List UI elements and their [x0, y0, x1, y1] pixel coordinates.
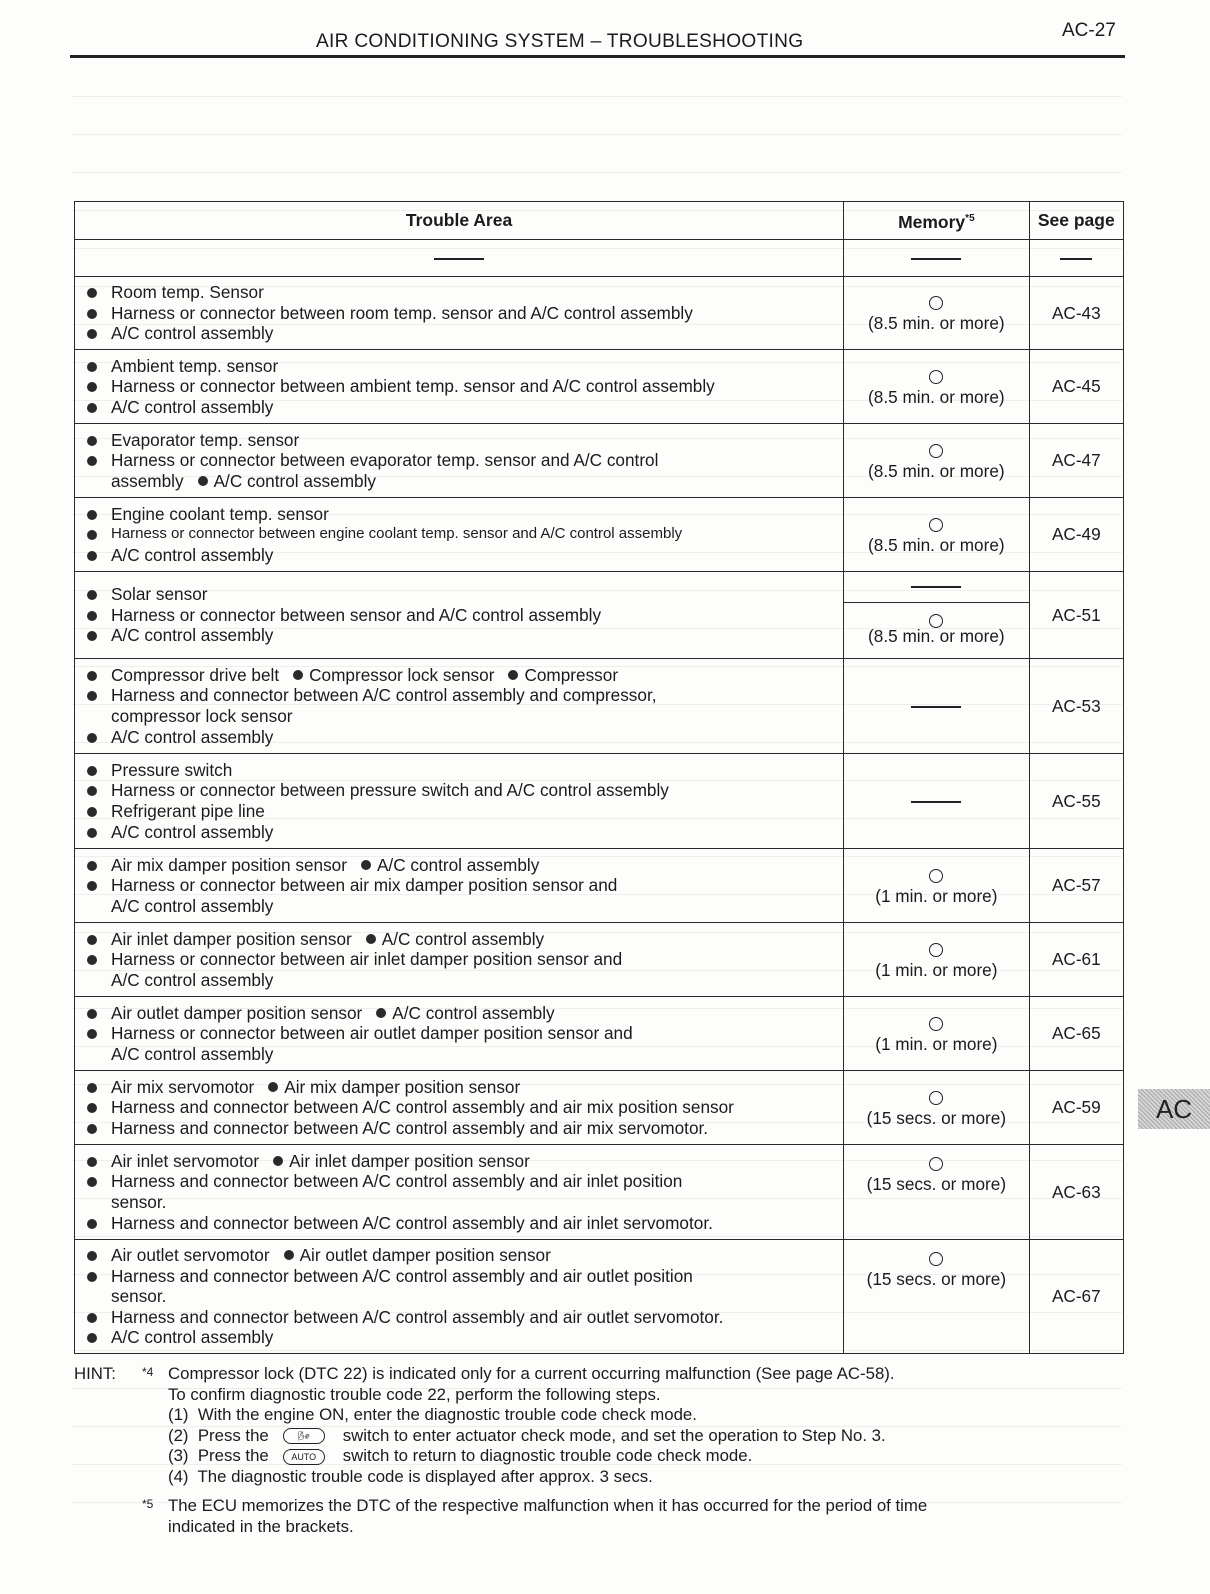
- memory-duration: (15 secs. or more): [866, 1107, 1007, 1128]
- memory-duration: (1 min. or more): [875, 885, 998, 906]
- trouble-item: Compressor drive belt: [111, 664, 280, 685]
- memory-duration: (8.5 min. or more): [868, 313, 1005, 333]
- memory-cell: [844, 572, 1030, 659]
- dash: [434, 258, 484, 260]
- trouble-area-cell: [75, 1071, 844, 1145]
- bullet-icon: [87, 1157, 97, 1167]
- step-3: (3) Press the AUTO switch to return to diagnostic trouble code check mode.: [168, 1446, 753, 1465]
- memory-cell: [844, 350, 1030, 424]
- bullet-icon: [87, 611, 97, 621]
- bullet-icon: [284, 1250, 294, 1260]
- trouble-item: A/C control assembly: [111, 969, 274, 990]
- note-text: indicated in the brackets.: [168, 1516, 354, 1536]
- note-mark: *5: [142, 1497, 154, 1511]
- bullet-icon: [87, 1083, 97, 1093]
- trouble-area-cell: [75, 498, 844, 572]
- trouble-item: A/C control assembly: [111, 625, 274, 646]
- memory-duration: (8.5 min. or more): [868, 534, 1005, 555]
- trouble-item: Ambient temp. sensor: [111, 355, 279, 376]
- trouble-item: Harness or connector between air outlet damper position sensor and: [111, 1023, 633, 1044]
- bullet-icon: [87, 382, 97, 392]
- step-4: (4) The diagnostic trouble code is displayed after approx. 3 secs.: [168, 1466, 653, 1486]
- trouble-item: Air inlet servomotor: [111, 1150, 260, 1171]
- bullet-icon: [268, 1082, 278, 1092]
- note-text: Compressor lock (DTC 22) is indicated only for a current occurring malfunction (See page AC-58).: [168, 1364, 895, 1383]
- step-1: (1) With the engine ON, enter the diagnostic trouble code check mode.: [168, 1405, 697, 1424]
- bullet-icon: [508, 670, 518, 680]
- note-text: The ECU memorizes the DTC of the respective malfunction when it has occurred for the period of time: [168, 1496, 928, 1515]
- memory-duration: (15 secs. or more): [866, 1268, 1007, 1289]
- see-page-cell: AC-47: [1029, 424, 1123, 498]
- see-page-cell: AC-65: [1029, 997, 1123, 1071]
- trouble-item: Refrigerant pipe line: [111, 801, 265, 821]
- bullet-icon: [87, 1124, 97, 1134]
- see-page-cell: AC-45: [1029, 350, 1123, 424]
- see-page-cell: AC-43: [1029, 277, 1123, 350]
- section-tab-ac: AC: [1138, 1089, 1210, 1129]
- trouble-item: sensor.: [111, 1192, 167, 1212]
- table-row: [75, 1240, 1124, 1354]
- trouble-area-cell: [75, 424, 844, 498]
- trouble-area-cell: [75, 659, 844, 754]
- see-page-cell: AC-55: [1029, 754, 1123, 849]
- trouble-item: A/C control assembly: [111, 396, 274, 417]
- trouble-area-cell: [75, 923, 844, 997]
- bullet-icon: [87, 786, 97, 796]
- trouble-item: Harness or connector between engine coolant temp. sensor and A/C control assembly: [111, 525, 683, 543]
- bullet-icon: [87, 631, 97, 641]
- trouble-item: Air mix damper position sensor: [111, 854, 347, 875]
- memory-cell: [844, 849, 1030, 923]
- trouble-item: Harness or connector between air inlet damper position sensor and: [111, 949, 623, 970]
- page-title: AIR CONDITIONING SYSTEM – TROUBLESHOOTING: [316, 30, 804, 52]
- trouble-item: A/C control assembly: [381, 928, 545, 949]
- bullet-icon: [198, 476, 208, 486]
- circle-icon: [929, 444, 943, 458]
- trouble-item: Harness or connector between room temp. sensor and A/C control assembly: [111, 302, 693, 323]
- page-number: AC-27: [1062, 20, 1116, 41]
- bullet-icon: [87, 861, 97, 871]
- dash: [1060, 258, 1092, 260]
- trouble-item: A/C control assembly: [213, 470, 376, 491]
- table-row: [75, 754, 1124, 849]
- bullet-icon: [87, 1103, 97, 1113]
- bullet-icon: [87, 1333, 97, 1343]
- table-row: [75, 849, 1124, 923]
- header-rule: [70, 55, 1125, 58]
- table-row: [75, 498, 1124, 572]
- bullet-icon: [87, 510, 97, 520]
- bullet-icon: [361, 860, 371, 870]
- circle-icon: [929, 1017, 943, 1031]
- trouble-item: Harness and connector between A/C control assembly and air inlet servomotor.: [111, 1212, 713, 1233]
- trouble-item: Harness and connector between A/C control assembly and air inlet position: [111, 1171, 683, 1192]
- memory-cell: [844, 754, 1030, 849]
- bullet-icon: [87, 691, 97, 701]
- trouble-item: A/C control assembly: [111, 895, 274, 916]
- trouble-area-cell: [75, 997, 844, 1071]
- memory-top: [844, 572, 1029, 603]
- memory-cell: [844, 1240, 1030, 1354]
- see-page-cell: AC-49: [1029, 498, 1123, 572]
- memory-cell: [844, 997, 1030, 1071]
- bullet-icon: [87, 671, 97, 681]
- trouble-item: Room temp. Sensor: [111, 282, 264, 303]
- bullet-icon: [87, 362, 97, 372]
- dash: [911, 586, 961, 588]
- trouble-item: Harness and connector between A/C control assembly and air mix position sensor: [111, 1097, 734, 1118]
- memory-cell: [844, 923, 1030, 997]
- memory-cell: [844, 659, 1030, 754]
- circle-icon: [929, 869, 943, 883]
- column-header-see-page: See page: [1029, 202, 1123, 240]
- trouble-item: Air mix servomotor: [111, 1076, 255, 1097]
- trouble-area-cell: [75, 849, 844, 923]
- trouble-item: Harness or connector between sensor and A/C control assembly: [111, 604, 602, 625]
- circle-icon: [929, 943, 943, 957]
- trouble-item: sensor.: [111, 1286, 167, 1307]
- trouble-item: Harness or connector between air mix damper position sensor and: [111, 875, 618, 896]
- bullet-icon: [87, 1009, 97, 1019]
- bullet-icon: [87, 288, 97, 298]
- circle-icon: [929, 296, 943, 310]
- trouble-item: A/C control assembly: [111, 323, 274, 344]
- trouble-area-cell: [75, 1145, 844, 1240]
- trouble-item: Air outlet servomotor: [111, 1245, 270, 1266]
- bullet-icon: [87, 1219, 97, 1229]
- trouble-item: assembly: [111, 470, 184, 491]
- trouble-area-cell: [75, 1240, 844, 1354]
- trouble-item: Harness and connector between A/C control assembly and air outlet servomotor.: [111, 1306, 724, 1327]
- circle-icon: [929, 370, 943, 384]
- trouble-item: Air mix damper position sensor: [284, 1076, 521, 1097]
- bullet-icon: [366, 934, 376, 944]
- column-header-memory: Memory$^{*5}$: [844, 202, 1030, 240]
- trouble-item: Air outlet damper position sensor: [299, 1245, 551, 1266]
- memory-cell: [844, 240, 1030, 277]
- table-header-row: [75, 202, 1124, 240]
- see-page-cell: [1029, 240, 1123, 277]
- see-page-cell: AC-63: [1029, 1145, 1123, 1240]
- trouble-item: A/C control assembly: [111, 1043, 274, 1064]
- trouble-item: Harness or connector between pressure switch and A/C control assembly: [111, 780, 669, 801]
- table-row: [75, 923, 1124, 997]
- bullet-icon: [87, 1272, 97, 1282]
- memory-cell: [844, 1145, 1030, 1240]
- memory-duration: (8.5 min. or more): [868, 460, 1005, 481]
- bullet-icon: [87, 881, 97, 891]
- table-row: [75, 277, 1124, 350]
- column-header-trouble-area: Trouble Area: [75, 202, 844, 240]
- table-row: [75, 572, 1124, 659]
- hint-label: HINT:: [74, 1364, 116, 1383]
- bullet-icon: [87, 1251, 97, 1261]
- see-page-cell: AC-57: [1029, 849, 1123, 923]
- memory-cell: [844, 277, 1030, 350]
- trouble-item: Harness and connector between A/C control assembly and air mix servomotor.: [111, 1117, 709, 1138]
- dash: [911, 258, 961, 260]
- see-page-cell: AC-51: [1029, 572, 1123, 659]
- trouble-item: A/C control assembly: [111, 726, 274, 747]
- trouble-item: A/C control assembly: [392, 1002, 555, 1023]
- circle-icon: [929, 518, 943, 532]
- memory-duration: (15 secs. or more): [866, 1173, 1007, 1194]
- trouble-item: compressor lock sensor: [111, 706, 293, 726]
- memory-duration: (1 min. or more): [875, 959, 998, 980]
- bullet-icon: [87, 1029, 97, 1039]
- trouble-item: Compressor: [524, 664, 619, 685]
- trouble-area-cell: [75, 350, 844, 424]
- bullet-icon: [87, 955, 97, 965]
- bullet-icon: [87, 1313, 97, 1323]
- trouble-area-cell: [75, 754, 844, 849]
- memory-duration: (8.5 min. or more): [868, 626, 1005, 647]
- trouble-item: Pressure switch: [111, 759, 233, 780]
- trouble-item: Harness or connector between ambient temp. sensor and A/C control assembly: [111, 376, 715, 397]
- trouble-item: Solar sensor: [111, 584, 208, 605]
- bullet-icon: [87, 530, 97, 540]
- memory-duration: (1 min. or more): [875, 1033, 998, 1054]
- dash: [911, 706, 961, 708]
- bullet-icon: [87, 766, 97, 776]
- trouble-item: A/C control assembly: [111, 821, 274, 842]
- dash: [911, 801, 961, 803]
- bullet-icon: [87, 329, 97, 339]
- bullet-icon: [87, 456, 97, 466]
- table-row: [75, 240, 1124, 277]
- bullet-icon: [87, 807, 97, 817]
- bullet-icon: [87, 403, 97, 413]
- table-row: [75, 659, 1124, 754]
- trouble-area-cell: [75, 240, 844, 277]
- bullet-icon: [87, 733, 97, 743]
- bullet-icon: [87, 935, 97, 945]
- note-text: To confirm diagnostic trouble code 22, perform the following steps.: [168, 1384, 661, 1404]
- see-page-cell: AC-53: [1029, 659, 1123, 754]
- see-page-cell: AC-61: [1029, 923, 1123, 997]
- table-row: [75, 1071, 1124, 1145]
- step-2: (2) Press the 🌬︎ switch to enter actuator check mode, and set the operation to Step No. 3.: [168, 1425, 886, 1445]
- bullet-icon: [87, 551, 97, 561]
- trouble-item: Air outlet damper position sensor: [111, 1002, 363, 1023]
- trouble-area-table: [74, 201, 1124, 1354]
- trouble-item: Harness or connector between evaporator temp. sensor and A/C control: [111, 450, 659, 471]
- memory-cell: [844, 424, 1030, 498]
- memory-duration: (8.5 min. or more): [868, 386, 1005, 407]
- bullet-icon: [87, 828, 97, 838]
- table-row: [75, 1145, 1124, 1240]
- see-page-cell: AC-59: [1029, 1071, 1123, 1145]
- trouble-area-cell: [75, 277, 844, 350]
- bullet-icon: [87, 590, 97, 600]
- table-row: [75, 424, 1124, 498]
- bullet-icon: [293, 670, 303, 680]
- trouble-item: Evaporator temp. sensor: [111, 429, 300, 450]
- trouble-item: Engine coolant temp. sensor: [111, 503, 329, 524]
- trouble-item: A/C control assembly: [111, 544, 274, 565]
- circle-icon: [929, 1091, 943, 1105]
- trouble-item: Compressor lock sensor: [309, 664, 495, 685]
- bullet-icon: [376, 1008, 386, 1018]
- circle-icon: [929, 1157, 943, 1171]
- trouble-area-cell: [75, 572, 844, 659]
- bullet-icon: [87, 436, 97, 446]
- table-row: [75, 997, 1124, 1071]
- see-page-cell: AC-67: [1029, 1240, 1123, 1354]
- trouble-item: Air inlet damper position sensor: [289, 1150, 530, 1171]
- trouble-item: A/C control assembly: [111, 1327, 274, 1348]
- memory-cell: [844, 498, 1030, 572]
- trouble-item: Harness and connector between A/C control assembly and air outlet position: [111, 1265, 693, 1286]
- memory-cell: [844, 1071, 1030, 1145]
- trouble-item: Harness and connector between A/C control assembly and compressor,: [111, 685, 657, 706]
- note-mark: *4: [142, 1365, 154, 1379]
- bullet-icon: [273, 1156, 283, 1166]
- table-row: [75, 350, 1124, 424]
- auto-switch-icon: AUTO: [283, 1449, 325, 1465]
- bullet-icon: [87, 1177, 97, 1187]
- circle-icon: [929, 1252, 943, 1266]
- trouble-item: A/C control assembly: [376, 854, 540, 875]
- memory-bottom: [844, 603, 1029, 658]
- trouble-item: Air inlet damper position sensor: [111, 928, 352, 949]
- fan-switch-icon: 🌬︎: [283, 1428, 325, 1444]
- bullet-icon: [87, 309, 97, 319]
